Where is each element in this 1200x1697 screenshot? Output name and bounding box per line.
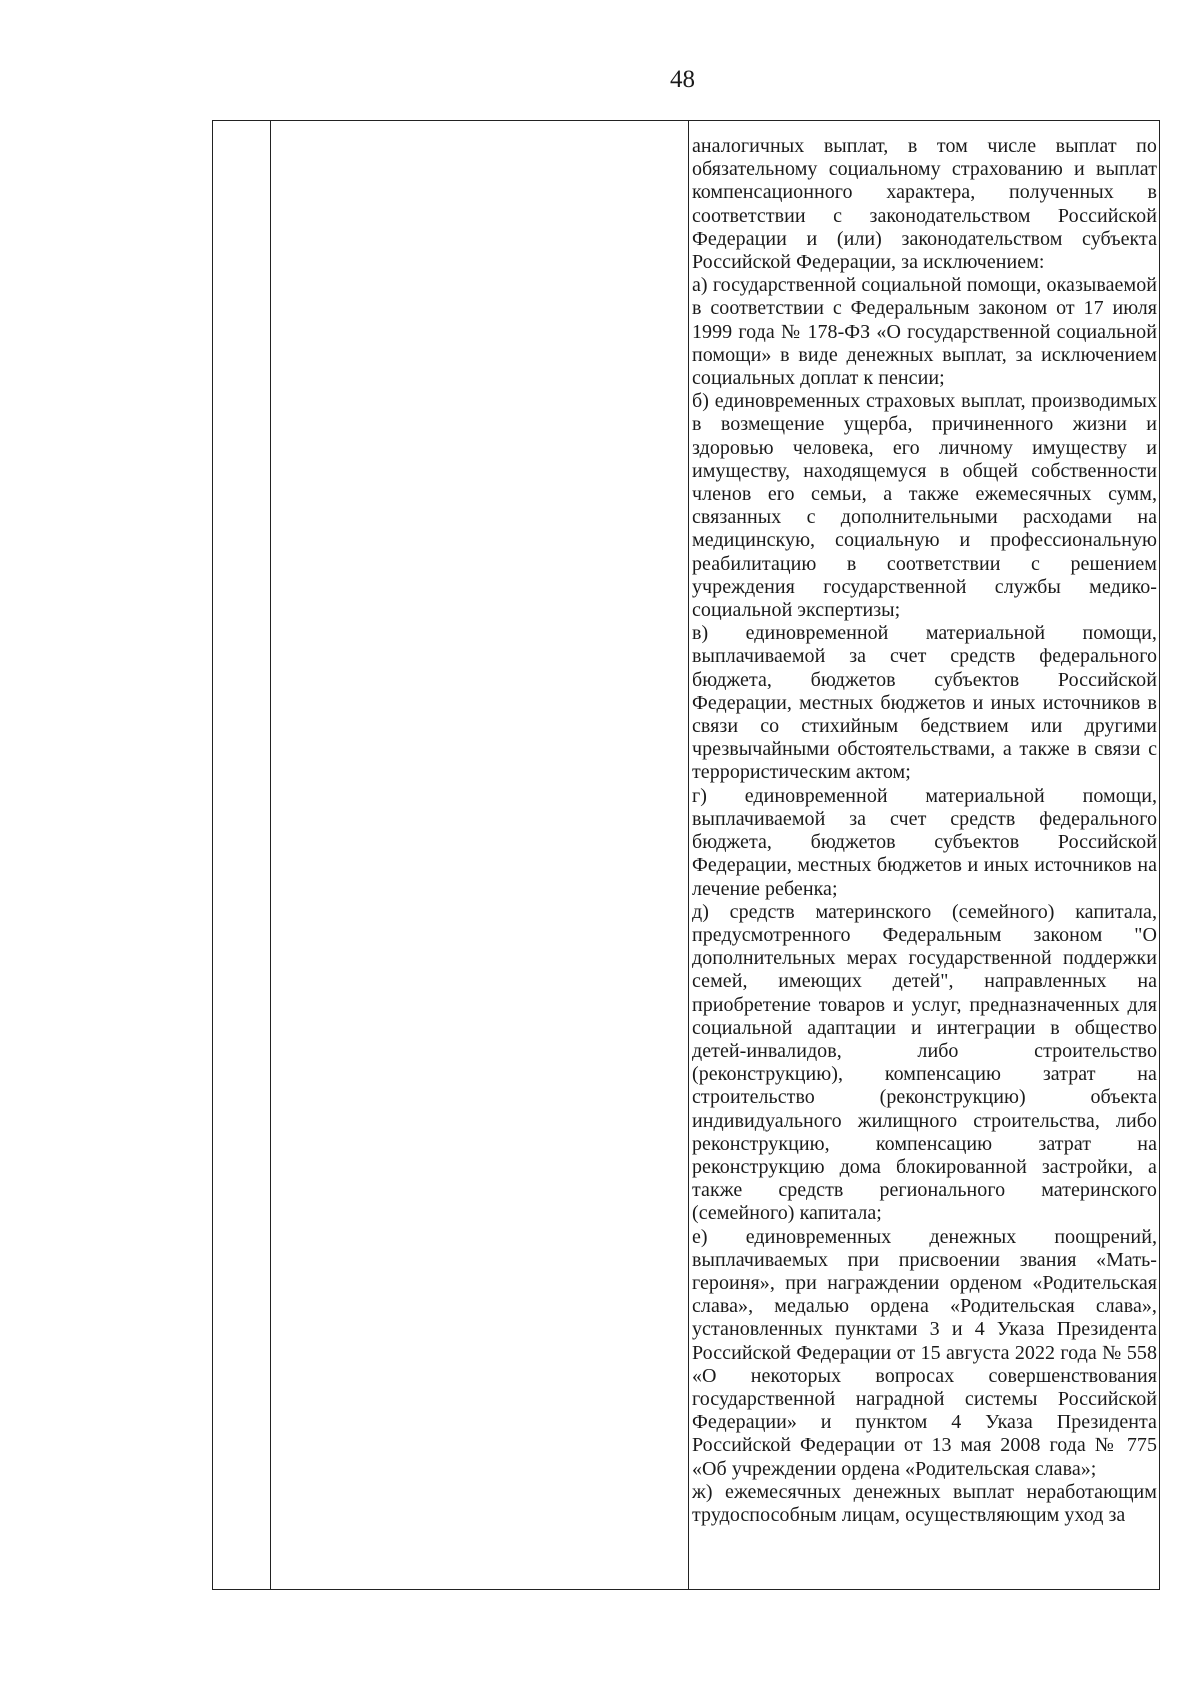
paragraph-intro: аналогичных выплат, в том числе выплат по обязательному социальному страхованию и выплат компенсационного характера, полученных в соответствии с законодательством Российской Федерации и (или) законодательством субъекта Российской Федерации, за исключением:	[692, 135, 1157, 274]
page-number: 48	[670, 66, 695, 93]
paragraph-item-v: в) единовременной материальной помощи, выплачиваемой за счет средств федерального бюджета, бюджетов субъектов Российской Федерации, местных бюджетов и иных источников в связи со стихийным бедствием или другими чрезвычайными обстоятельствами, а также в связи с террористическим актом;	[692, 622, 1157, 784]
paragraph-item-zh: ж) ежемесячных денежных выплат неработающим трудоспособным лицам, осуществляющим уход за	[692, 1480, 1157, 1526]
document-table	[212, 120, 1160, 1590]
table-column-description	[689, 121, 1159, 1589]
table-column-number	[213, 121, 271, 1589]
table-column-name	[271, 121, 689, 1589]
paragraph-item-a: а) государственной социальной помощи, оказываемой в соответствии с Федеральным законом от 17 июля 1999 года № 178-ФЗ «О государственной социальной помощи» в виде денежных выплат, за исключением социальных доплат к пенсии;	[692, 274, 1157, 390]
paragraph-item-d: д) средств материнского (семейного) капитала, предусмотренного Федеральным законом "О дополнительных мерах государственной поддержки семей, имеющих детей", направленных на приобретение товаров и услуг, предназначенных для социальной адаптации и интеграции в общество детей-инвалидов, либо строительство (реконструкцию), компенсацию затрат на строительство (реконструкцию) объекта индивидуального жилищного строительства, либо реконструкцию, компенсацию затрат на реконструкцию дома блокированной застройки, а также средств регионального материнского (семейного) капитала;	[692, 900, 1157, 1225]
paragraph-item-g: г) единовременной материальной помощи, выплачиваемой за счет средств федерального бюджета, бюджетов субъектов Российской Федерации, местных бюджетов и иных источников на лечение ребенка;	[692, 784, 1157, 900]
paragraph-item-e: е) единовременных денежных поощрений, выплачиваемых при присвоении звания «Мать-героиня», при награждении орденом «Родительская слава», медалью ордена «Родительская слава», установленных пунктами 3 и 4 Указа Президента Российской Федерации от 15 августа 2022 года № 558 «О некоторых вопросах совершенствования государственной наградной системы Российской Федерации» и пунктом 4 Указа Президента Российской Федерации от 13 мая 2008 года № 775 «Об учреждении ордена «Родительская слава»;	[692, 1225, 1157, 1480]
paragraph-item-b: б) единовременных страховых выплат, производимых в возмещение ущерба, причиненного жизни и здоровью человека, его личному имуществу и имуществу, находящемуся в общей собственности членов его семьи, а также ежемесячных сумм, связанных с дополнительными расходами на медицинскую, социальную и профессиональную реабилитацию в соответствии с решением учреждения государственной службы медико-социальной экспертизы;	[692, 390, 1157, 622]
